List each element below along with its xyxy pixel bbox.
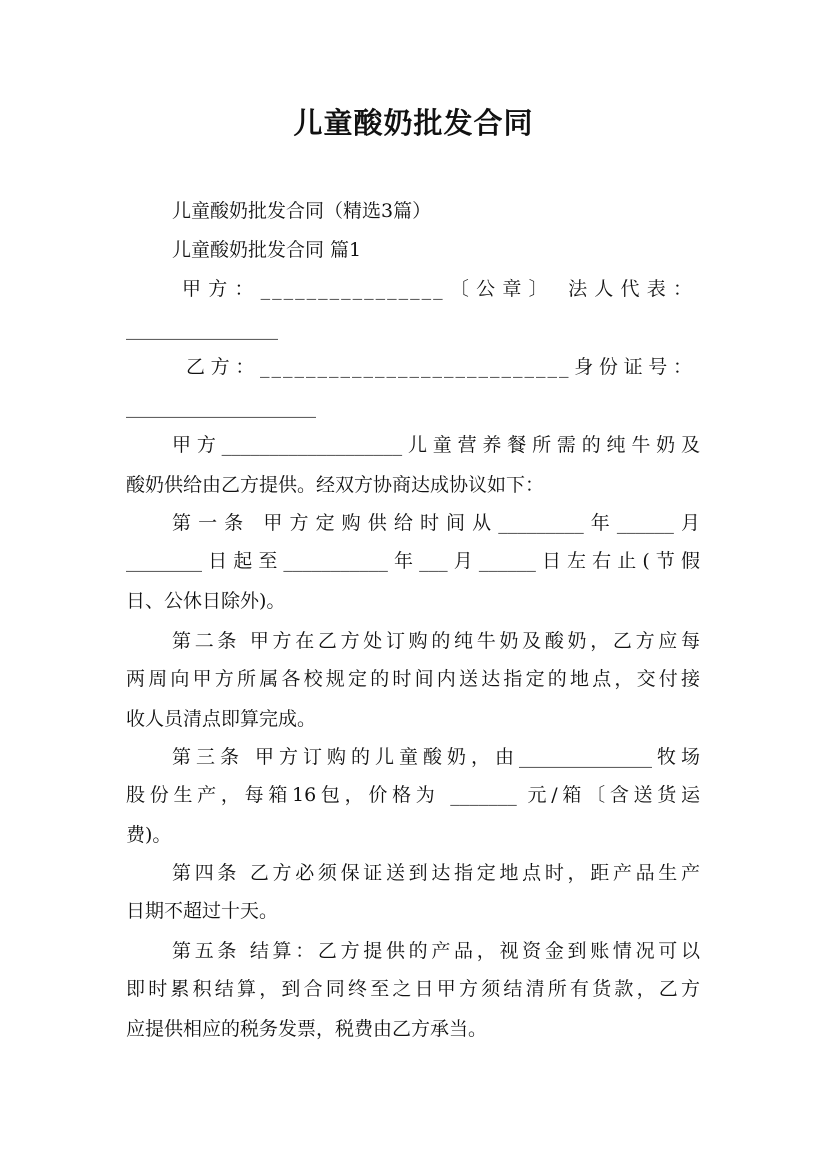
clause-4-line-1: 第四条 乙方必须保证送到达指定地点时，距产品生产 — [172, 862, 700, 884]
clause-5-line-2: 即时累积结算，到合同终至之日甲方须结清所有货款，乙方 — [126, 978, 700, 1000]
paragraph-intro-1: 甲方___________________儿童营养餐所需的纯牛奶及 — [172, 434, 700, 456]
subtitle-line: 儿童酸奶批发合同（精选3篇） — [172, 200, 432, 222]
clause-1-line-1: 第一条 甲方定购供给时间从_________年______月 — [172, 512, 700, 534]
clause-2-line-1: 第二条 甲方在乙方处订购的纯牛奶及酸奶，乙方应每 — [172, 630, 700, 652]
party-b-line: 乙方：___________________________身份证号： — [186, 356, 694, 378]
party-a-rep-blank: ________________ — [126, 318, 278, 340]
clause-1-line-2: ________日起至___________年___月______日左右止(节假 — [126, 550, 700, 572]
clause-5-line-3: 应提供相应的税务发票，税费由乙方承当。 — [126, 1018, 488, 1040]
clause-3-line-2: 股份生产，每箱16包，价格为 _______ 元/箱〔含送货运 — [126, 784, 700, 806]
clause-4-line-2: 日期不超过十天。 — [126, 900, 279, 922]
clause-5-line-1: 第五条 结算：乙方提供的产品，视资金到账情况可以 — [172, 940, 700, 962]
paragraph-intro-2: 酸奶供给由乙方提供。经双方协商达成协议如下： — [126, 474, 545, 496]
clause-2-line-3: 收人员清点即算完成。 — [126, 708, 317, 730]
document-title: 儿童酸奶批发合同 — [293, 106, 534, 140]
party-b-id-blank: ____________________ — [126, 396, 316, 418]
clause-1-line-3: 日、公休日除外)。 — [126, 590, 286, 612]
clause-2-line-2: 两周向甲方所属各校规定的时间内送达指定的地点，交付接 — [126, 668, 700, 690]
clause-3-line-3: 费)。 — [126, 824, 172, 846]
party-a-line: 甲方：________________〔公章〕 法人代表： — [182, 278, 694, 300]
clause-3-line-1: 第三条 甲方订购的儿童酸奶，由______________牧场 — [172, 746, 700, 768]
section-heading: 儿童酸奶批发合同 篇1 — [172, 239, 362, 261]
